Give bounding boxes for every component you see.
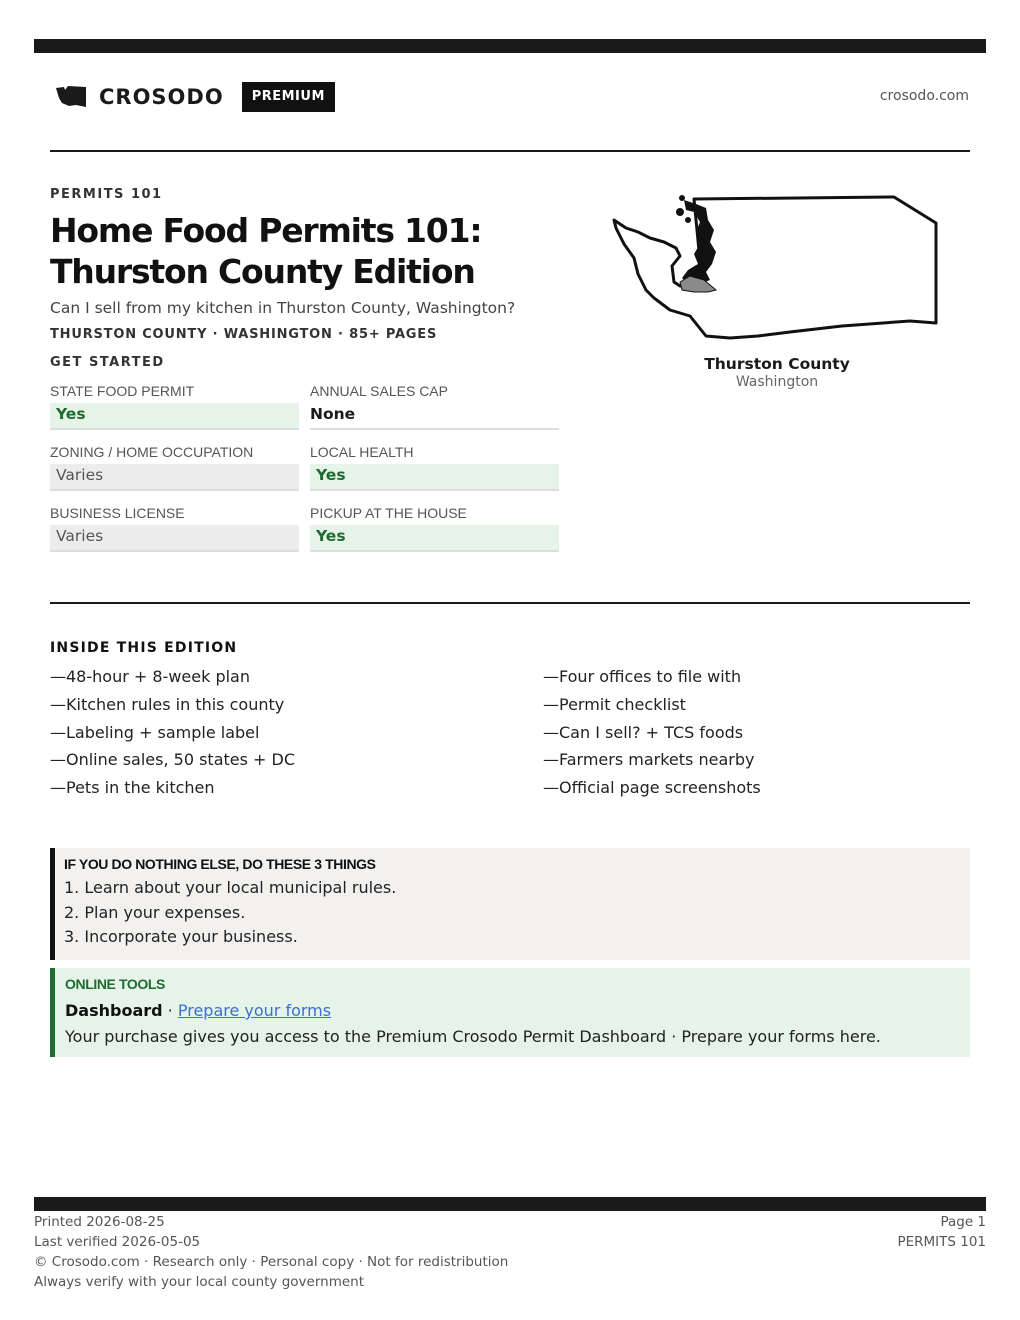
page-number: Page 1 (940, 1214, 986, 1230)
edition-meta: THURSTON COUNTY · WASHINGTON · 85+ PAGES (50, 327, 438, 342)
fact-label: ZONING / HOME OCCUPATION (50, 444, 254, 460)
list-item: —Pets in the kitchen (50, 778, 215, 798)
fact-value: Varies (50, 464, 299, 491)
fact-state-food-permit (50, 382, 299, 443)
list-item: —Can I sell? + TCS foods (543, 722, 744, 742)
section-kicker: PERMITS 101 (50, 187, 163, 202)
dashboard-description: Your purchase gives you access to the Premium Crosodo Permit Dashboard · Prepare your forms here. (65, 1027, 881, 1046)
three-things-callout (50, 848, 970, 960)
washington-state-map-icon (610, 192, 944, 340)
section-divider (50, 602, 970, 604)
map-caption (660, 355, 894, 390)
fact-pickup-at-house (310, 504, 559, 565)
washington-state-silhouette-icon (54, 84, 88, 110)
fact-label: LOCAL HEALTH (310, 444, 414, 460)
fact-annual-sales-cap (310, 382, 559, 443)
site-url[interactable]: crosodo.com (879, 88, 969, 104)
fact-value: Yes (50, 403, 299, 430)
copyright: © Crosodo.com · Research only · Personal copy · Not for redistribution (34, 1254, 509, 1270)
list-item: —Four offices to file with (543, 667, 742, 686)
callout-item: 2. Plan your expenses. (64, 902, 246, 922)
map-state-label: Washington (735, 374, 819, 390)
callout-heading: ONLINE TOOLS (65, 976, 165, 992)
list-item: —Kitchen rules in this county (50, 694, 285, 714)
callout-heading: IF YOU DO NOTHING ELSE, DO THESE 3 THINGS (64, 856, 376, 872)
brand-name: CROSODO (99, 85, 224, 109)
fact-label: ANNUAL SALES CAP (310, 383, 448, 399)
list-item: —48-hour + 8-week plan (50, 667, 250, 686)
premium-badge: PREMIUM (242, 82, 335, 112)
callout-item: 3. Incorporate your business. (64, 927, 298, 946)
fact-zoning (50, 443, 299, 504)
inside-list-right (543, 666, 761, 805)
inside-list-left (50, 666, 295, 805)
fact-local-health (310, 443, 559, 504)
header-divider (50, 150, 970, 152)
title-line-1: Home Food Permits 101: (50, 211, 482, 250)
footer-section: PERMITS 101 (897, 1234, 986, 1250)
prepare-forms-link[interactable]: Prepare your forms (177, 1001, 332, 1020)
list-item: —Online sales, 50 states + DC (50, 750, 296, 770)
top-bar (34, 39, 986, 53)
list-item: —Official page screenshots (543, 778, 761, 798)
dashboard-label: Dashboard (65, 1001, 163, 1020)
footer-right (897, 1212, 986, 1252)
fact-label: BUSINESS LICENSE (50, 505, 185, 521)
map-county-label: Thurston County (704, 355, 850, 373)
list-item: —Farmers markets nearby (543, 750, 755, 770)
page-subtitle: Can I sell from my kitchen in Thurston County, Washington? (50, 299, 516, 317)
fact-value: Yes (310, 464, 559, 491)
separator: · (162, 1001, 178, 1020)
fact-business-license (50, 504, 299, 565)
list-item: —Labeling + sample label (50, 722, 260, 742)
page-title (50, 210, 590, 292)
callout-item: 1. Learn about your local municipal rules. (64, 878, 397, 897)
fact-value: None (310, 403, 559, 430)
verified-date: Last verified 2026-05-05 (34, 1234, 201, 1250)
fact-label: STATE FOOD PERMIT (50, 383, 195, 399)
fact-value: Varies (50, 525, 299, 552)
verify-note: Always verify with your local county government (34, 1274, 364, 1290)
footer-left (34, 1212, 508, 1292)
fact-label: PICKUP AT THE HOUSE (310, 505, 467, 521)
title-line-2: Thurston County Edition (50, 252, 475, 291)
get-started-heading: GET STARTED (50, 355, 165, 370)
fact-value: Yes (310, 525, 559, 552)
permit-facts-grid (50, 382, 559, 565)
footer-bar (34, 1197, 986, 1211)
dashboard-row (65, 998, 970, 1024)
inside-edition-heading: INSIDE THIS EDITION (50, 640, 238, 656)
brand[interactable] (54, 82, 335, 112)
online-tools-callout (50, 968, 970, 1057)
list-item: —Permit checklist (543, 694, 686, 714)
printed-date: Printed 2026-08-25 (34, 1214, 165, 1230)
